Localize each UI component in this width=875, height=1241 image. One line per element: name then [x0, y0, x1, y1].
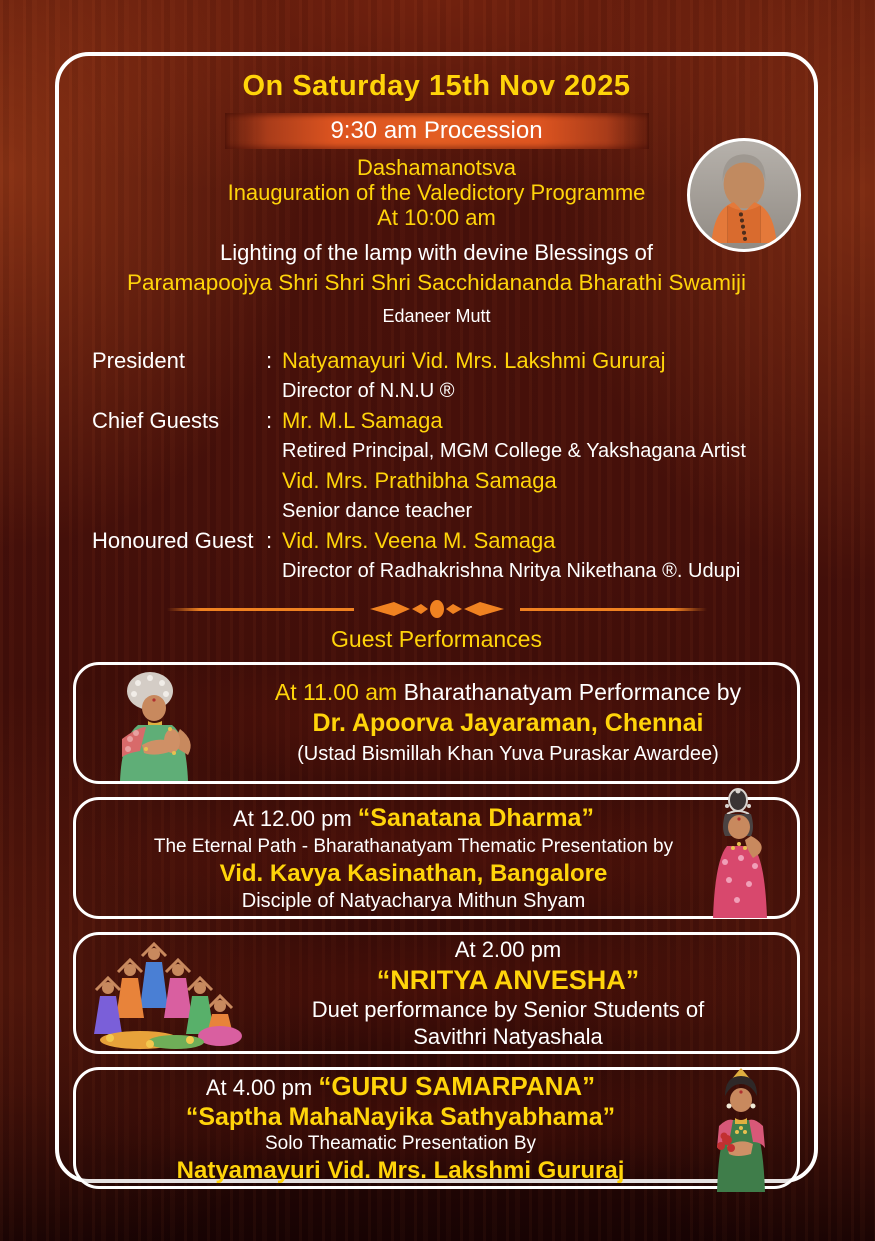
- event-line-3: At 10:00 am: [377, 205, 496, 230]
- date-title: On Saturday 15th Nov 2025: [242, 70, 631, 102]
- dancer-pink-illustration: [689, 788, 791, 918]
- performance-3-school: Savithri Natyashala: [413, 1024, 603, 1049]
- performance-box-1: [73, 662, 800, 784]
- performance-boxes: [73, 662, 800, 1189]
- performance-box-3: [73, 932, 800, 1054]
- divider-line-left: [167, 608, 354, 611]
- dancer-praying-illustration: [80, 667, 250, 781]
- performance-box-2: [73, 797, 800, 919]
- guest-detail-row: Director of Radhakrishna Nritya Nikethana ®. Udupi: [282, 560, 741, 582]
- blessing-line: Lighting of the lamp with devine Blessings of: [220, 240, 653, 265]
- event-line-1: Dashamanotsva: [357, 155, 516, 180]
- performance-3-title: “NRITYA ANVESHA”: [376, 965, 640, 995]
- performance-box-4: [73, 1067, 800, 1189]
- swamiji-name: Paramapoojya Shri Shri Shri Sacchidananda Bharathi Swamiji: [126, 270, 747, 295]
- ornamental-divider: [167, 598, 707, 620]
- section-title-guest-performances: Guest Performances: [331, 626, 542, 652]
- performance-4-artist: Natyamayuri Vid. Mrs. Lakshmi Gururaj: [176, 1157, 625, 1184]
- guest-name: Natyamayuri Vid. Mrs. Lakshmi Gururaj: [282, 348, 666, 373]
- guest-detail-row: Retired Principal, MGM College & Yakshagana Artist: [282, 440, 746, 462]
- guest-role-label: President: [92, 348, 185, 373]
- dancer-pink-costume-photo: [689, 788, 791, 923]
- performance-2-description: The Eternal Path - Bharathanatyam Thematic Presentation by: [153, 835, 674, 857]
- guest-role-label: Honoured Guest: [92, 528, 254, 553]
- guest-name: Mr. M.L Samaga: [282, 408, 443, 433]
- procession-banner: 9:30 am Procession: [225, 113, 649, 149]
- performance-2-subtitle: Disciple of Natyacharya Mithun Shyam: [241, 889, 586, 912]
- swamiji-portrait-photo: [687, 138, 801, 252]
- dancer-green-illustration: [691, 1066, 789, 1192]
- performance-4-heading: At 4.00 pm “GURU SAMARPANA”: [205, 1071, 596, 1101]
- divider-line-right: [520, 608, 707, 611]
- performance-1-heading: At 11.00 am Bharathanatyam Performance by: [274, 679, 742, 705]
- guest-name: Vid. Mrs. Veena M. Samaga: [282, 528, 556, 553]
- guest-row-president: President : Natyamayuri Vid. Mrs. Lakshmi Gururaj: [92, 346, 814, 376]
- swamiji-illustration: [693, 141, 795, 243]
- divider-diamond-ornament-icon: [362, 598, 512, 620]
- performance-2-artist: Vid. Kavya Kasinathan, Bangalore: [219, 859, 608, 887]
- performance-1-subtitle: (Ustad Bismillah Khan Yuva Puraskar Awardee): [297, 743, 719, 765]
- event-line-2: Inauguration of the Valedictory Programme: [227, 180, 646, 205]
- group-dance-tableau-photo: [80, 938, 242, 1055]
- guest-name-row: Vid. Mrs. Prathibha Samaga: [282, 468, 557, 493]
- performance-2-heading: At 12.00 pm “Sanatana Dharma”: [233, 803, 594, 832]
- poster-frame: [55, 52, 818, 1183]
- guest-row-honoured-guest: Honoured Guest : Vid. Mrs. Veena M. Samaga: [92, 526, 814, 556]
- guest-list: [92, 346, 814, 586]
- guest-role-label: Chief Guests: [92, 408, 220, 433]
- performance-3-description: Duet performance by Senior Students of: [311, 997, 705, 1022]
- performance-3-time: At 2.00 pm: [454, 937, 562, 962]
- performance-4-description: Solo Theamatic Presentation By: [264, 1133, 537, 1154]
- mutt-name: Edaneer Mutt: [382, 306, 491, 326]
- dancer-green-red-costume-photo: [691, 1066, 789, 1197]
- bharathanatyam-dancer-praying-photo: [80, 667, 250, 786]
- guest-row-chief-guests: Chief Guests : Mr. M.L Samaga: [92, 406, 814, 436]
- guest-detail-row: Senior dance teacher: [282, 500, 473, 522]
- performance-4-subtitle-title: “Saptha MahaNayika Sathyabhama”: [185, 1103, 616, 1131]
- performance-1-artist: Dr. Apoorva Jayaraman, Chennai: [312, 709, 704, 737]
- guest-detail-row: Director of N.N.U ®: [282, 380, 455, 402]
- group-dancers-illustration: [80, 938, 242, 1050]
